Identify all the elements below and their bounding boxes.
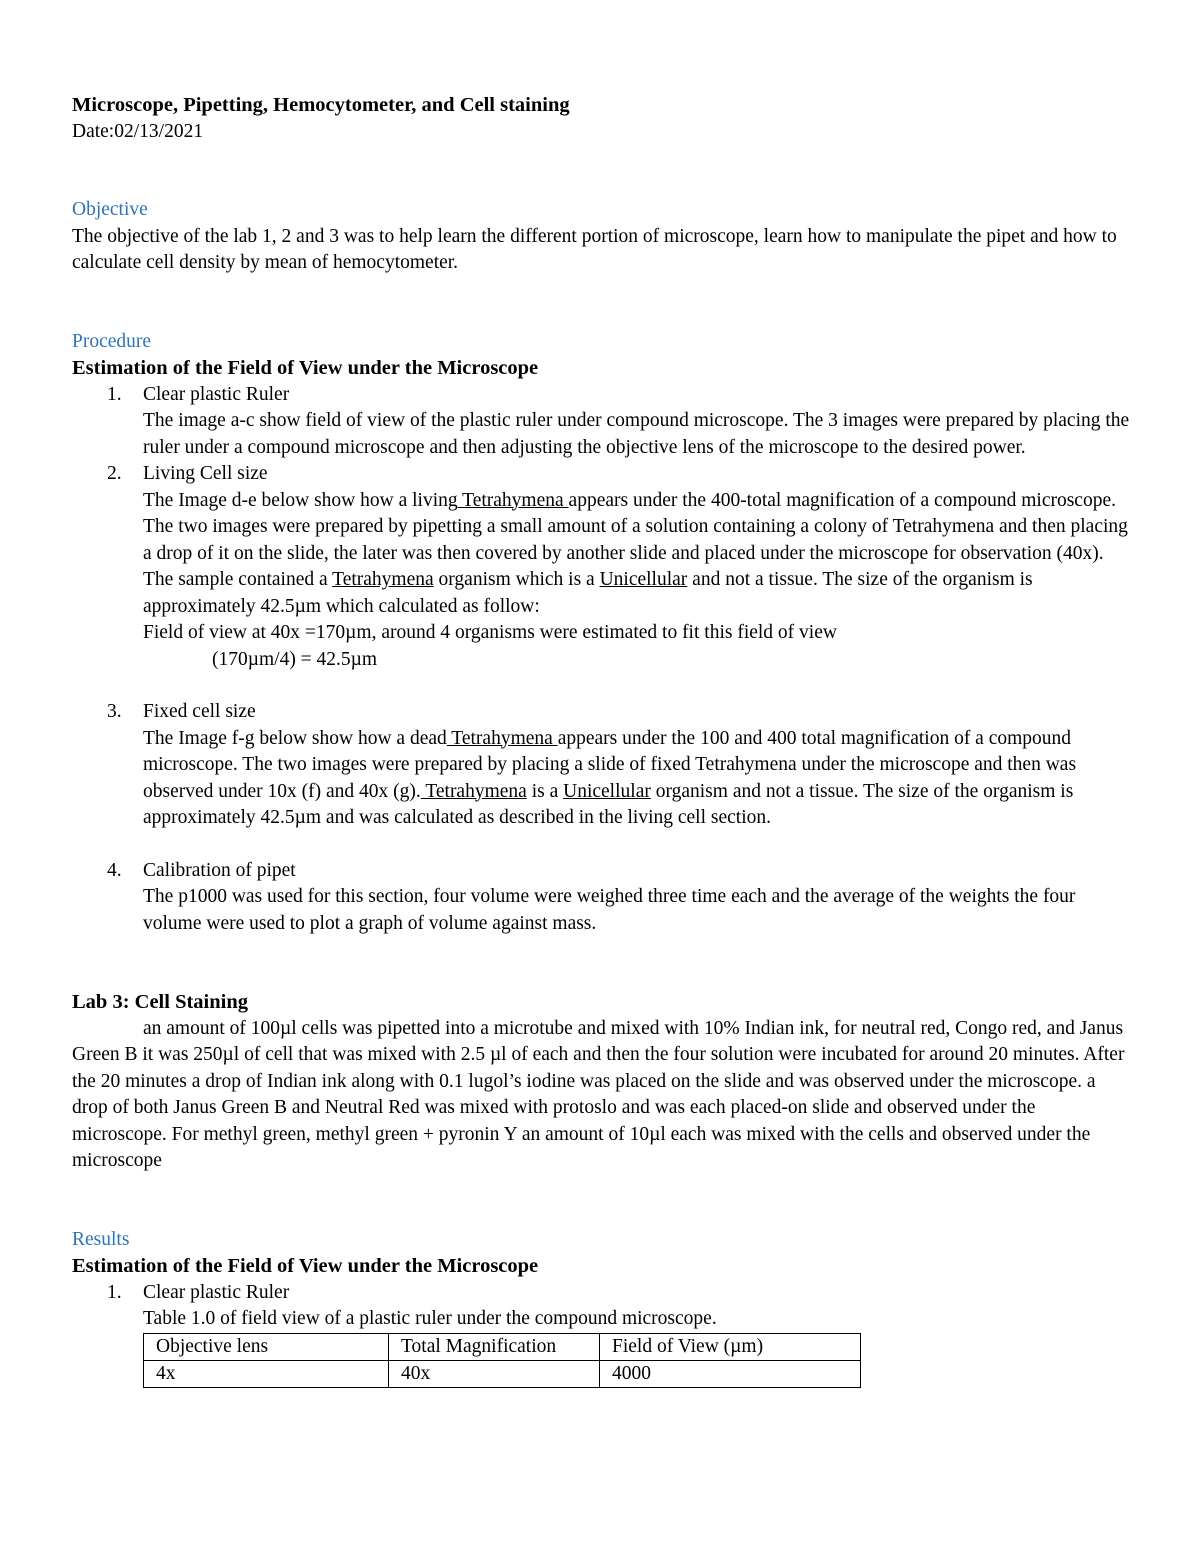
- item-number: 3.: [107, 701, 122, 722]
- table-header-cell: Total Magnification: [389, 1333, 600, 1360]
- item-title: Clear plastic Ruler: [143, 383, 290, 405]
- table-cell: 4000: [600, 1360, 861, 1387]
- table-header-row: [144, 1333, 861, 1360]
- item-title: Clear plastic Ruler: [143, 1281, 290, 1303]
- table-header-cell: Field of View (µm): [600, 1333, 861, 1360]
- procedure-item-4: [72, 858, 1132, 938]
- results-item-1: [72, 1280, 1132, 1333]
- item-text: The p1000 was used for this section, four volume were weighed three time each and the average of the weights the four volume were used to plot a graph of volume against mass.: [143, 886, 1076, 934]
- results-subheading: Estimation of the Field of View under the Microscope: [72, 1255, 539, 1277]
- table-cell: 4x: [144, 1360, 389, 1387]
- item-title: Living Cell size: [143, 463, 268, 484]
- lab3-heading: Lab 3: Cell Staining: [72, 991, 248, 1013]
- table-header-cell: Objective lens: [144, 1333, 389, 1360]
- underlined-term: Unicellular: [563, 780, 651, 802]
- field-of-view-table: [143, 1333, 861, 1388]
- objective-heading: Objective: [72, 199, 148, 220]
- table-cell: 40x: [389, 1360, 600, 1387]
- underlined-term: Tetrahymena: [420, 780, 527, 802]
- document-page: [72, 92, 1132, 1388]
- procedure-item-3: [72, 699, 1132, 832]
- item-title: Fixed cell size: [143, 701, 256, 722]
- underlined-term: Tetrahymena: [332, 569, 434, 590]
- item-number: 4.: [107, 859, 122, 881]
- date-line: Date:02/13/2021: [72, 120, 204, 142]
- lab3-text: an amount of 100µl cells was pipetted into a microtube and mixed with 10% Indian ink, for neutral red, Congo red, and Janus Green B it was 250µl of cell that was mixed with 2.5 µl of each and then the four solution were incubated for around 20 minutes. After the 20 minutes a drop of Indian ink along with 0.1 lugol’s iodine was placed on the slide and was observed under the microscope. a drop of both Janus Green B and Neutral Red was mixed with protoslo and was each placed-on slide and observed under the microscope. For methyl green, methyl green + pyronin Y an amount of 10µl each was mixed with the cells and observed under the microscope: [72, 1017, 1125, 1171]
- item-number: 1.: [107, 1281, 122, 1303]
- document-title: Microscope, Pipetting, Hemocytometer, and Cell staining: [72, 94, 570, 116]
- underlined-term: Unicellular: [599, 569, 688, 590]
- procedure-item-1: [72, 382, 1132, 462]
- item-title: Calibration of pipet: [143, 859, 296, 881]
- calculation-line: Field of view at 40x =170µm, around 4 organisms were estimated to fit this field of view: [143, 622, 837, 643]
- table-caption: Table 1.0 of field view of a plastic ruler under the compound microscope.: [143, 1308, 717, 1329]
- item-text: The image a-c show field of view of the plastic ruler under compound microscope. The 3 images were prepared by placing the ruler under a compound microscope and then adjusting the objective lens of the microscope to the desired power.: [143, 410, 1130, 458]
- calculation-result: (170µm/4) = 42.5µm: [212, 648, 378, 670]
- procedure-subheading: Estimation of the Field of View under the Microscope: [72, 357, 539, 379]
- item-number: 1.: [107, 383, 122, 405]
- procedure-heading: Procedure: [72, 330, 152, 352]
- item-text: The Image f-g below show how a dead Tetrahymena appears under the 100 and 400 total magnification of a compound microscope. The two images were prepared by placing a slide of fixed Tetrahymena under the microscope and then was observed under 10x (f) and 40x (g). Tetrahymena is a Unicellular organism and not a tissue. The size of the organism is approximately 42.5µm and was calculated as described in the living cell section.: [143, 727, 1077, 828]
- table-row: [144, 1360, 861, 1387]
- results-heading: Results: [72, 1228, 130, 1250]
- underlined-term: Tetrahymena: [457, 489, 569, 511]
- objective-text: The objective of the lab 1, 2 and 3 was to help learn the different portion of microscope, learn how to manipulate the pipet and how to calculate cell density by mean of hemocytometer.: [72, 225, 1117, 273]
- procedure-item-2: [72, 461, 1132, 673]
- item-number: 2.: [107, 463, 122, 484]
- item-text: The Image d-e below show how a living Tetrahymena appears under the 400-total magnification of a compound microscope. The two images were prepared by pipetting a small amount of a solution containing a colony of Tetrahymena and then placing a drop of it on the slide, the later was then covered by another slide and placed under the microscope for observation (40x). The sample contained a Tetrahymena organism which is a Unicellular and not a tissue. The size of the organism is approximately 42.5µm which calculated as follow:: [143, 489, 1128, 617]
- underlined-term: Tetrahymena: [446, 727, 558, 749]
